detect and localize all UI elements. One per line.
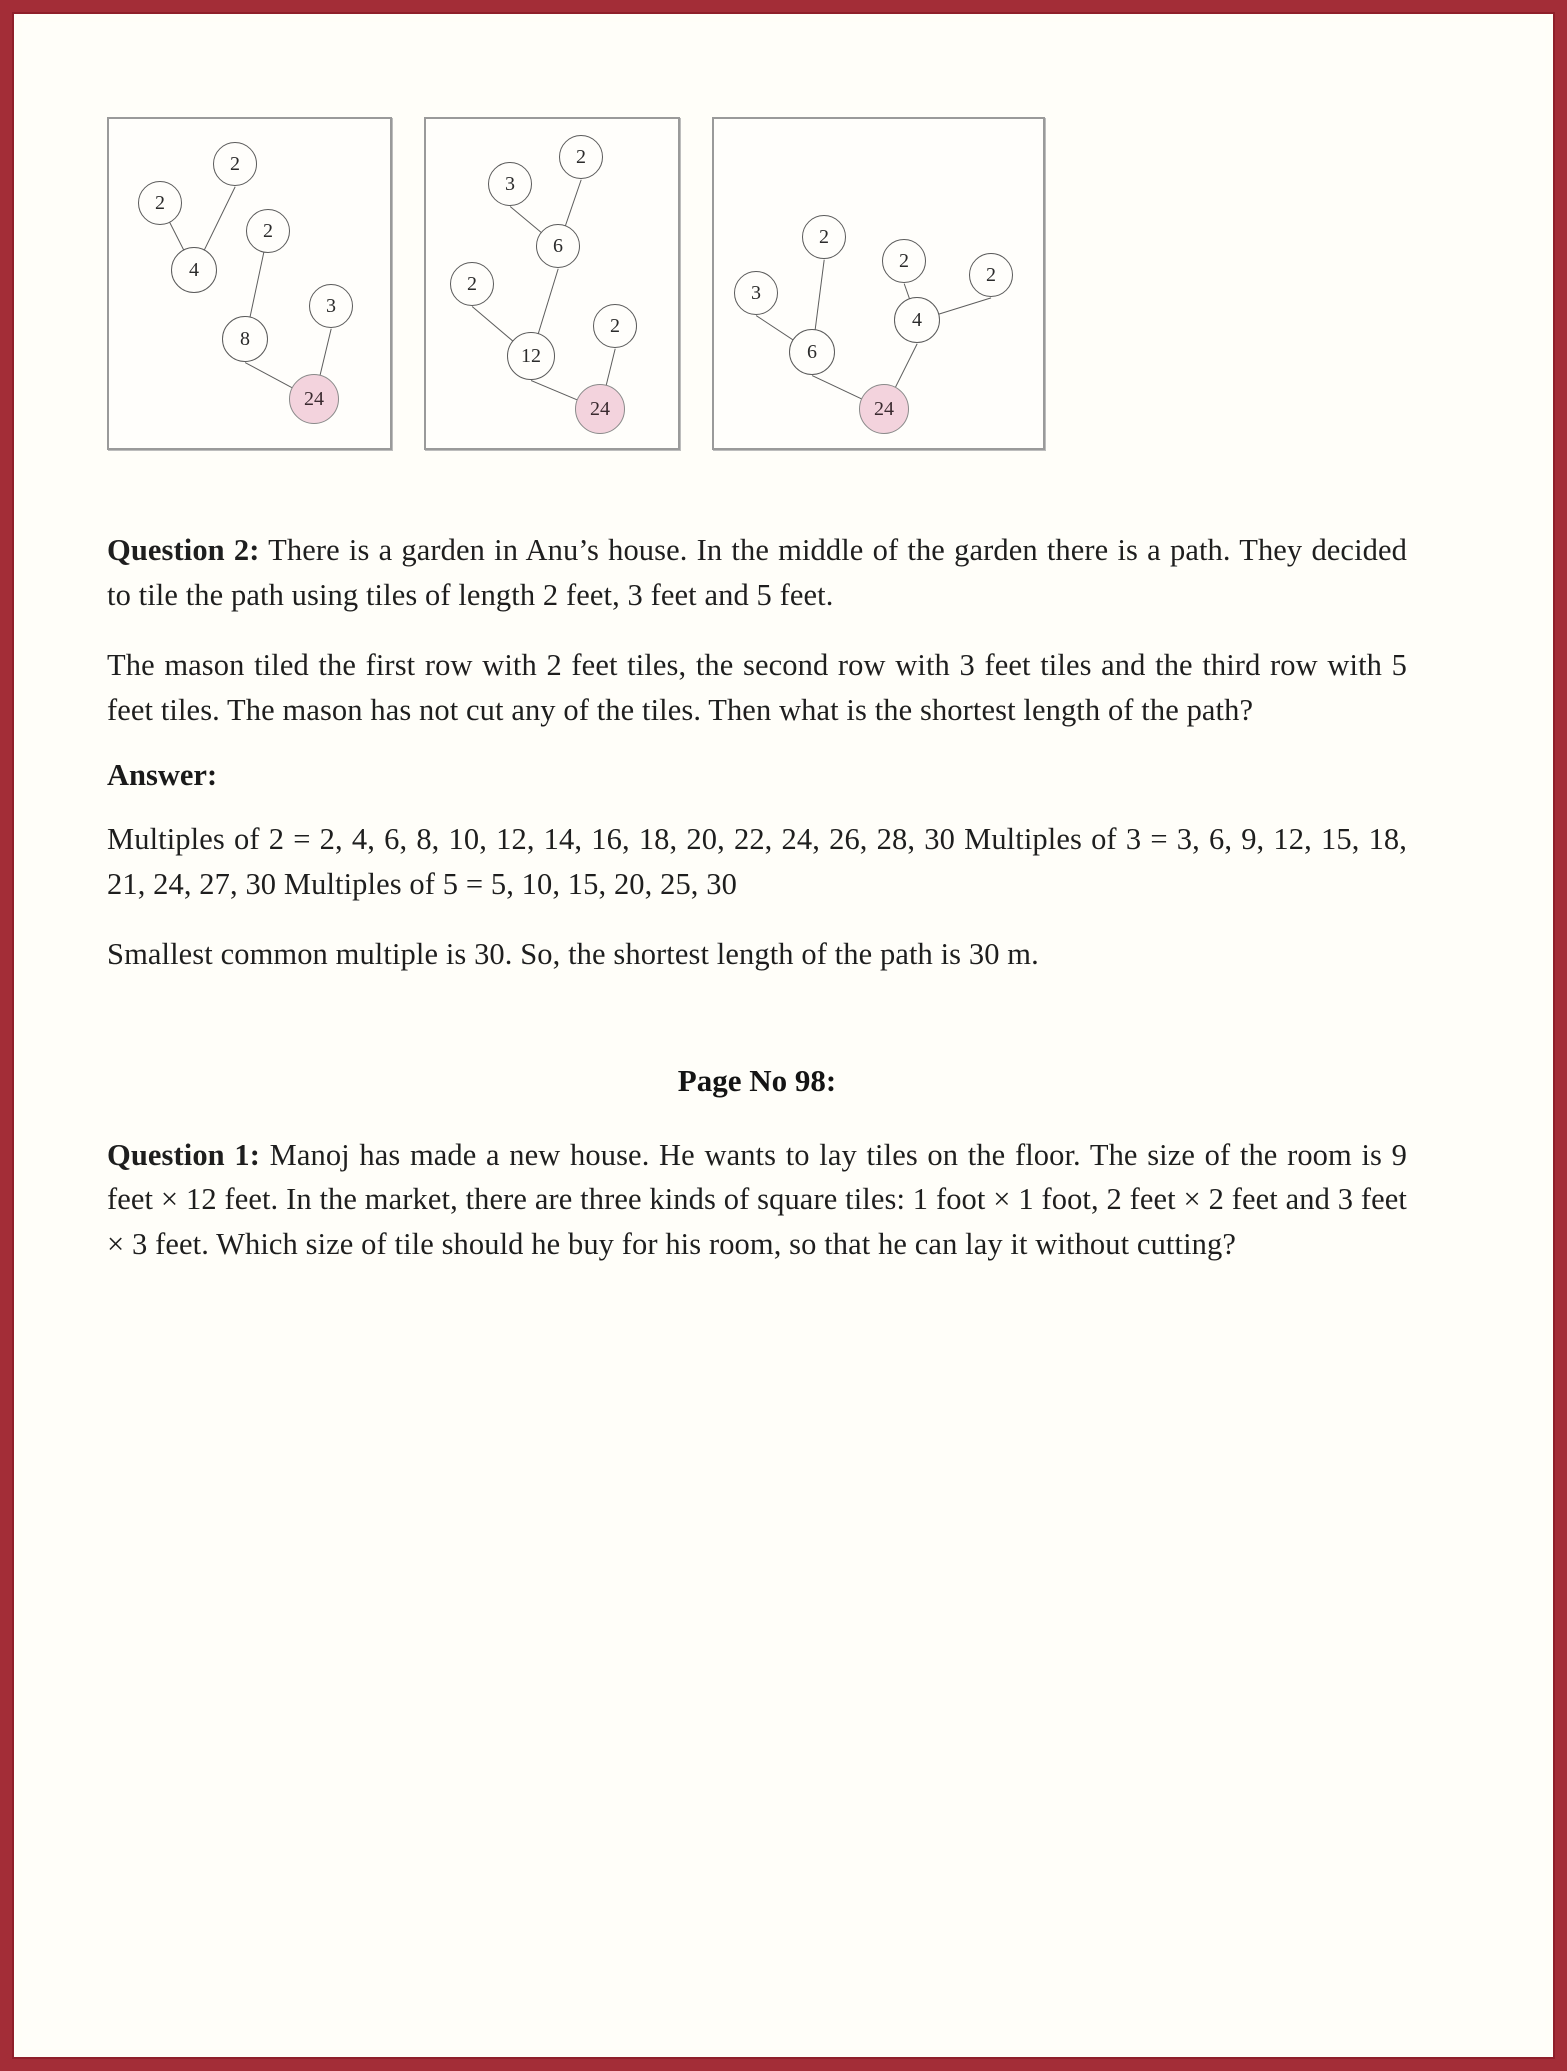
tree-node: 2 bbox=[882, 239, 926, 283]
factor-tree-1 bbox=[107, 117, 392, 450]
tree-node: 12 bbox=[507, 332, 555, 380]
tree-node: 4 bbox=[171, 247, 217, 293]
page-border-frame bbox=[12, 12, 1555, 2059]
question-2-label: Question 2: bbox=[107, 533, 260, 567]
tree-node: 2 bbox=[969, 253, 1013, 297]
tree-node: 2 bbox=[559, 135, 603, 179]
tree-node: 3 bbox=[734, 271, 778, 315]
factor-tree-3 bbox=[712, 117, 1045, 450]
conclusion-paragraph: Smallest common multiple is 30. So, the shortest length of the path is 30 m. bbox=[107, 937, 1039, 972]
tree-node: 2 bbox=[213, 142, 257, 186]
tree-node: 4 bbox=[894, 297, 940, 343]
page-content-area bbox=[22, 22, 1545, 2049]
question-2-text: There is a garden in Anu’s house. In the middle of the garden there is a path. They decided to tile the path using tiles of length 2 feet, 3 feet and 5 feet. bbox=[107, 533, 1407, 612]
tree-node: 2 bbox=[593, 304, 637, 348]
tree-node: 6 bbox=[536, 224, 580, 268]
tree-node: 2 bbox=[246, 209, 290, 253]
multiples-paragraph: Multiples of 2 = 2, 4, 6, 8, 10, 12, 14, 16, 18, 20, 22, 24, 26, 28, 30 Multiples of 3 = 3, 6, 9, 12, 15, 18, 21, 24, 27, 30 Multiples of 5 = 5, 10, 15, 20, 25, 30 bbox=[107, 822, 1407, 901]
tree-node: 2 bbox=[450, 262, 494, 306]
tree-node: 3 bbox=[488, 162, 532, 206]
tree-node: 8 bbox=[222, 316, 268, 362]
tree-node-result: 24 bbox=[859, 384, 909, 434]
question-1-text: Manoj has made a new house. He wants to lay tiles on the floor. The size of the room is 9 feet × 12 feet. In the market, there are three kinds of square tiles: 1 foot × 1 foot, 2 feet × 2 feet and 3 feet × 3 feet. Which size of tile should he buy for his room, so that he can lay it without cutting? bbox=[107, 1137, 1407, 1261]
page-number-heading: Page No 98: bbox=[677, 1062, 837, 1098]
tree-node-result: 24 bbox=[575, 384, 625, 434]
tree-node: 2 bbox=[802, 215, 846, 259]
question-2-paragraph-2: The mason tiled the first row with 2 feet tiles, the second row with 3 feet tiles and the third row with 5 feet tiles. The mason has not cut any of the tiles. Then what is the shortest length of the path? bbox=[107, 648, 1407, 727]
tree-node-result: 24 bbox=[289, 374, 339, 424]
factor-tree-2 bbox=[424, 117, 680, 450]
tree-node: 3 bbox=[309, 284, 353, 328]
tree-node: 6 bbox=[789, 329, 835, 375]
factor-tree-figure-row bbox=[107, 117, 1407, 450]
tree-node: 2 bbox=[138, 181, 182, 225]
document-content bbox=[107, 117, 1407, 1292]
answer-label: Answer: bbox=[107, 758, 218, 793]
question-2-paragraph bbox=[107, 528, 1407, 617]
question-1-label: Question 1: bbox=[107, 1137, 260, 1172]
question-1-paragraph bbox=[107, 1133, 1407, 1267]
